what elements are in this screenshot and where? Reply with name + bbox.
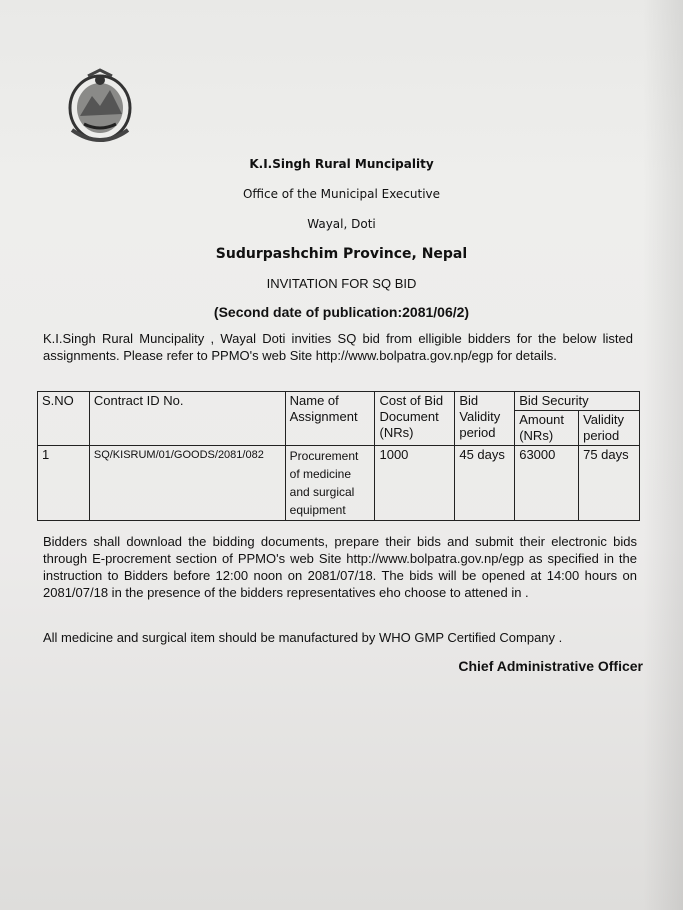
submission-paragraph: Bidders shall download the bidding documents, prepare their bids and submit their electronic bids through E-procrement section of PPMO's web Site http://www.bolpatra.gov.np/egp as specified in the instruction to Bidders before 12:00 noon on 2081/07/18. The bids will be opened at 14:00 hours on 2081/07/18 in the presence of the bidders representatives eho choose to attened in . bbox=[43, 534, 637, 600]
cell-security-amount: 63000 bbox=[515, 446, 579, 521]
municipality-name: K.I.Singh Rural Muncipality bbox=[249, 157, 434, 171]
header-contract-id: Contract ID No. bbox=[89, 392, 285, 446]
cell-contract-id: SQ/KISRUM/01/GOODS/2081/082 bbox=[89, 446, 285, 521]
province: Sudurpashchim Province, Nepal bbox=[215, 246, 468, 262]
location: Wayal, Doti bbox=[307, 217, 376, 231]
bid-table bbox=[37, 391, 640, 521]
page-shadow bbox=[643, 0, 683, 910]
header-bid-security: Bid Security bbox=[515, 392, 640, 411]
intro-paragraph: K.I.Singh Rural Muncipality , Wayal Doti invities SQ bid from elligible bidders for the below listed assignments. Please refer to PPMO's web Site http://www.bolpatra.gov.np/egp for details. bbox=[43, 331, 633, 363]
signatory: Chief Administrative Officer bbox=[458, 658, 643, 674]
header-cost: Cost of Bid Document (NRs) bbox=[375, 392, 455, 446]
header-assignment: Name of Assignment bbox=[285, 392, 375, 446]
table-header-row bbox=[38, 392, 640, 411]
cell-security-validity: 75 days bbox=[579, 446, 640, 521]
header-bid-validity: Bid Validity period bbox=[455, 392, 515, 446]
header-security-validity: Validity period bbox=[579, 411, 640, 446]
publication-date: (Second date of publication:2081/06/2) bbox=[213, 304, 470, 320]
government-emblem-icon bbox=[64, 66, 136, 146]
table-row bbox=[38, 446, 640, 521]
office-name: Office of the Municipal Executive bbox=[242, 187, 441, 201]
cell-assignment: Procurement of medicine and surgical equipment bbox=[285, 446, 375, 521]
cell-bid-validity: 45 days bbox=[455, 446, 515, 521]
header-amount: Amount (NRs) bbox=[515, 411, 579, 446]
cell-sno: 1 bbox=[38, 446, 90, 521]
cell-cost: 1000 bbox=[375, 446, 455, 521]
gmp-note: All medicine and surgical item should be manufactured by WHO GMP Certified Company . bbox=[43, 630, 563, 645]
header-sno: S.NO bbox=[38, 392, 90, 446]
notice-title: INVITATION FOR SQ BID bbox=[266, 276, 417, 291]
